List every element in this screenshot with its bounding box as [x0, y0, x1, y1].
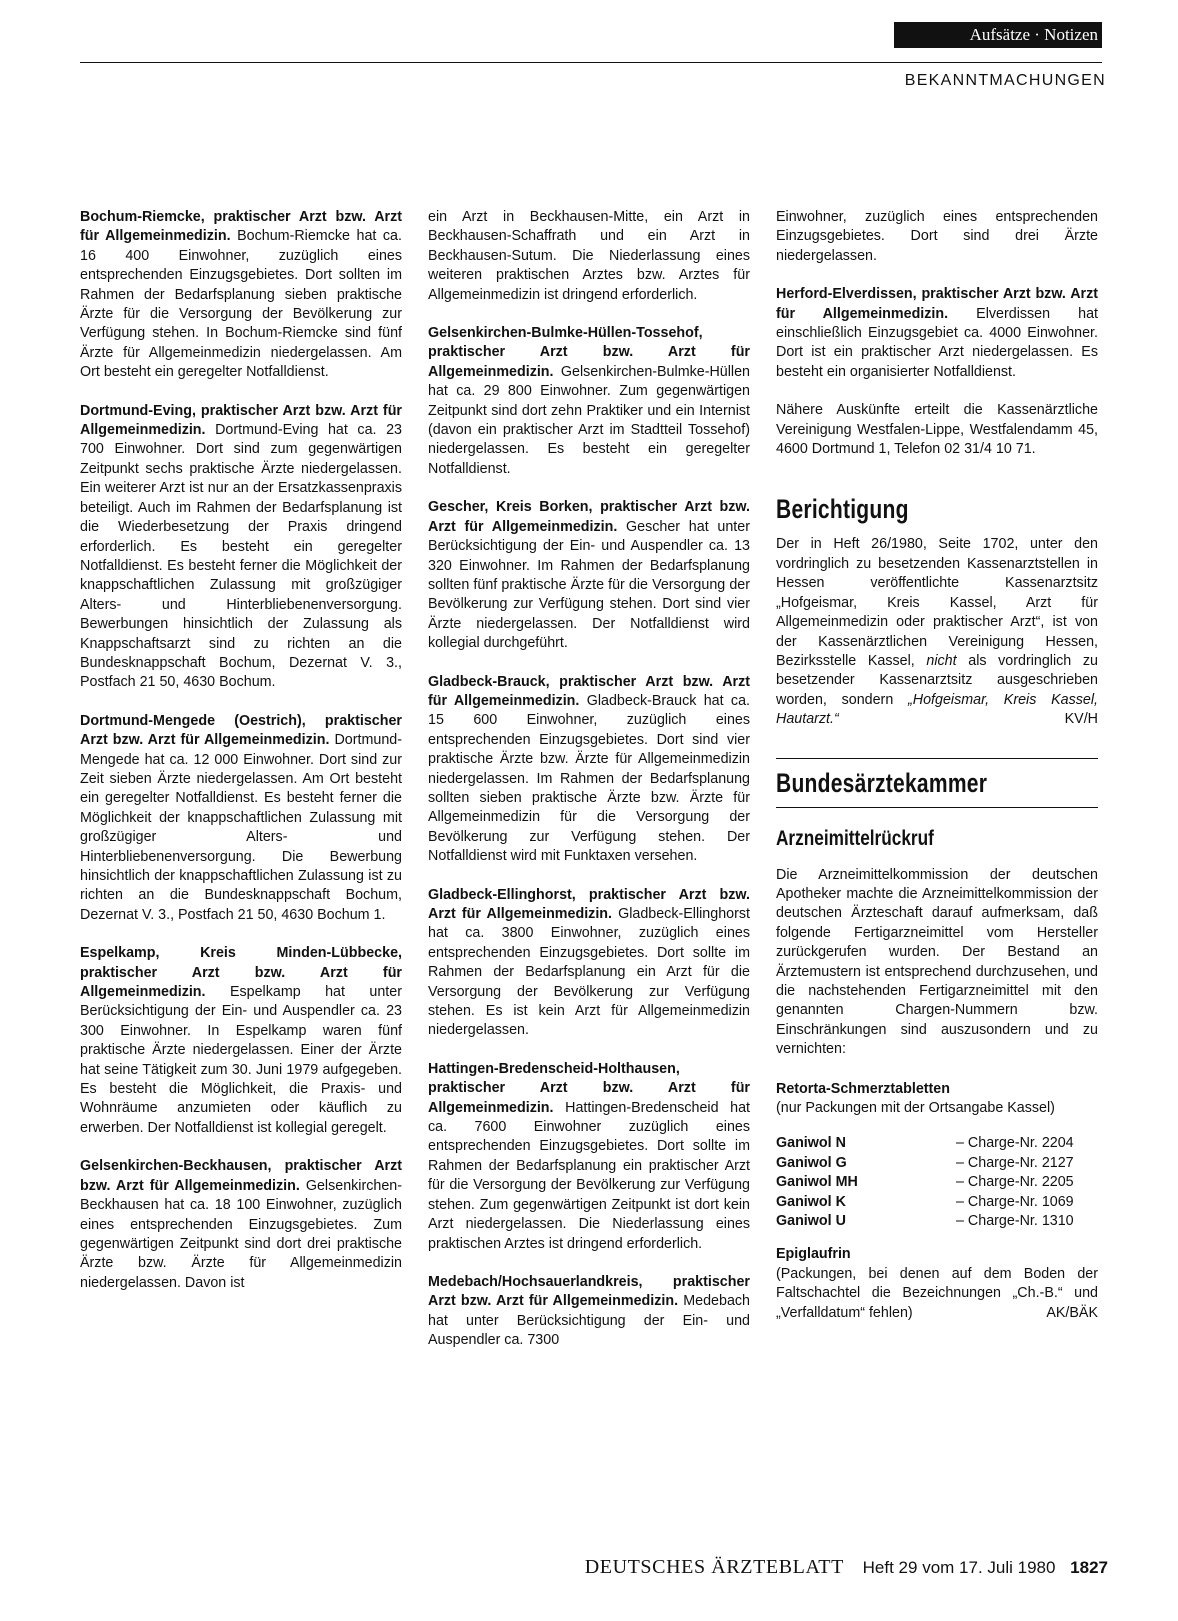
table-row: [776, 1212, 1098, 1231]
column-3: [776, 208, 1098, 1342]
notice-entry: [80, 1157, 402, 1293]
notice-title: Gelsenkirchen-Beckhausen, praktischer Arzt bzw. Arzt für Allgemeinmedizin.: [80, 1158, 402, 1194]
charge-number: – Charge-Nr. 2204: [956, 1135, 1074, 1152]
notice-title: Gelsenkirchen-Bulmke-Hüllen-Tossehof, praktischer Arzt bzw. Arzt für Allgemeinmedizin.: [428, 325, 750, 380]
charge-number: – Charge-Nr. 2205: [956, 1174, 1074, 1191]
notice-entry: [428, 324, 750, 479]
notice-entry: [428, 1060, 750, 1254]
drug-name: Ganiwol K: [776, 1193, 846, 1210]
notice-title: Herford-Elverdissen, praktischer Arzt bzw. Arzt für Allgemeinmedizin.: [776, 286, 1098, 322]
issue-info: Heft 29 vom 17. Juli 1980: [862, 1558, 1056, 1577]
notice-text: Medebach hat unter Berücksichtigung der Ein- und Auspendler ca. 7300: [428, 1293, 750, 1349]
charge-number: – Charge-Nr. 1069: [956, 1193, 1074, 1210]
column-2: [428, 208, 750, 1370]
notice-text: Dortmund-Eving hat ca. 23 700 Einwohner. Dort sind zum gegenwärtigen Zeitpunkt sechs praktische Ärzte niedergelassen. Ein weiterer Arzt ist nur an der Ersatzkassenpraxis beteiligt. Auch im Rahmen der Bedarfsplanung ist die Wiederbesetzung der Praxis dringend erforderlich. Es besteht ein geregelter Notfalldienst. Es besteht ferner die Möglichkeit der knappschaftlichen Zulassung mit großzügiger Alters- und Hinterbliebenenversorgung. Bewerbungen hinsichtlich der Zulassung als Knappschaftsarzt sind zu richten an die Bundesknappschaft Bochum, Dezernat V. 3., Postfach 21 50, 4630 Bochum.: [80, 422, 402, 691]
notice-entry: [428, 1273, 750, 1351]
epi-text: [776, 1265, 1098, 1323]
notice-title: Gladbeck-Brauck, praktischer Arzt bzw. Arzt für Allgemeinmedizin.: [428, 673, 750, 709]
berichtigung-emphasis: nicht: [926, 652, 957, 669]
table-row: [776, 1193, 1098, 1212]
notice-title: Dortmund-Mengede (Oestrich), praktischer Arzt bzw. Arzt für Allgemeinmedizin.: [80, 712, 402, 749]
journal-name: DEUTSCHES ÄRZTEBLATT: [584, 1556, 844, 1578]
rueckruf-text: Die Arzneimittelkommission der deutschen Apotheker machte die Arzneimittelkommission der deutschen Ärzteschaft darauf aufmerksam, daß folgende Fertigarzneimittel vom Hersteller zurückgerufen wurden. Der Bestand an Ärztemustern ist entsprechend durchzusehen, und die nachstehenden Fertigarzneimittel mit den genannten Chargen-Nummern bzw. Einschränkungen sind auszusondern und zu vernichten:: [776, 866, 1098, 1058]
notice-title: Hattingen-Bredenscheid-Holthausen, praktischer Arzt bzw. Arzt für Allgemeinmedizin.: [428, 1060, 750, 1116]
notice-entry: [80, 712, 402, 925]
notice-entry: [80, 208, 402, 383]
page-footer: [585, 1556, 1108, 1579]
berichtigung-body-2: als vordringlich zu besetzender Kassenarztsitz ausgeschrieben worden, sondern: [776, 652, 1098, 708]
notice-entry: [428, 886, 750, 1041]
notice-title: Gladbeck-Ellinghorst, praktischer Arzt bzw. Arzt für Allgemeinmedizin.: [428, 886, 750, 922]
berichtigung-quote: „Hofgeismar, Kreis Kassel, Hautarzt.“: [776, 691, 1098, 728]
notice-title: Medebach/Hochsauerlandkreis, praktischer Arzt bzw. Arzt für Allgemeinmedizin.: [428, 1273, 750, 1310]
page-number: 1827: [1070, 1558, 1108, 1577]
berichtigung-signature: KV/H: [1064, 711, 1098, 728]
section-label: BEKANNTMACHUNGEN: [904, 72, 1106, 89]
notice-title: Dortmund-Eving, praktischer Arzt bzw. Arzt für Allgemeinmedizin.: [80, 402, 402, 439]
notice-text: Gelsenkirchen-Bulmke-Hüllen hat ca. 29 800 Einwohner. Zum gegenwärtigen Zeitpunkt sind dort zehn Praktiker und ein Internist (davon ein praktischer Arzt im Stadtteil Tossehof) niedergelassen. Es besteht ein geregelter Notfalldienst.: [428, 363, 750, 477]
retorta-note: (nur Packungen mit der Ortsangabe Kassel): [776, 1100, 1055, 1116]
epi-signature: AK/BÄK: [1046, 1304, 1098, 1321]
epi-body: (Packungen, bei denen auf dem Boden der Faltschachtel die Bezeichnungen „Ch.-B.“ und „Verfalldatum“ fehlen): [776, 1265, 1098, 1321]
notice-text: Gladbeck-Brauck hat ca. 15 600 Einwohner, zuzüglich eines entsprechenden Einzugsgebietes. Dort sind vier praktische Ärzte bzw. Ärzte für Allgemeinmedizin niedergelassen. Im Rahmen der Bedarfsplanung sollten sieben praktische Ärzte bzw. Ärzte für Allgemeinmedizin für die Versorgung der Bevölkerung zur Verfügung stehen. Der Notfalldienst wird mit Funktaxen versehen.: [428, 692, 750, 865]
table-row: [776, 1134, 1098, 1153]
header-rule: [80, 62, 1102, 63]
notice-text: Gescher hat unter Berücksichtigung der Ein- und Auspendler ca. 13 320 Einwohner. Im Rahmen der Bedarfsplanung sollten fünf praktische Ärzte für die Versorgung der Bevölkerung zur Verfügung stehen. Dort sind vier Ärzte niedergelassen. Der Notfalldienst wird kollegial durchgeführt.: [428, 518, 750, 652]
charge-table: [776, 1134, 1098, 1231]
notice-title: Gescher, Kreis Borken, praktischer Arzt bzw. Arzt für Allgemeinmedizin.: [428, 499, 750, 535]
divider: [776, 807, 1098, 808]
drug-name: Ganiwol N: [776, 1135, 846, 1152]
notice-text: Gelsenkirchen-Beckhausen hat ca. 18 100 Einwohner, zuzüglich eines entsprechenden Einzugsgebietes. Zum gegenwärtigen Zeitpunkt sind dort drei praktische Ärzte bzw. Ärzte für Allgemeinmedizin niedergelassen. Davon ist: [80, 1177, 402, 1291]
continued-text: Einwohner, zuzüglich eines entsprechenden Einzugsgebietes. Dort sind drei Ärzte niedergelassen.: [776, 209, 1098, 264]
rueckruf-heading: Arzneimittelrückruf: [776, 826, 934, 850]
notice-title: Bochum-Riemcke, praktischer Arzt bzw. Arzt für Allgemeinmedizin.: [80, 209, 402, 245]
notice-entry: [428, 673, 750, 867]
drug-name: Ganiwol G: [776, 1154, 847, 1171]
notice-text: ein Arzt in Beckhausen-Mitte, ein Arzt in Beckhausen-Schaffrath und ein Arzt in Beckhausen-Sutum. Die Niederlassung eines weiteren praktischen Arztes bzw. Arztes für Allgemeinmedizin ist dringend erforderlich.: [428, 209, 750, 303]
notice-text: Bochum-Riemcke hat ca. 16 400 Einwohner, zuzüglich eines entsprechenden Einzugsgebietes. Dort sollten im Rahmen der Bedarfsplanung sieben praktische Ärzte für die Versorgung der Bevölkerung zur Verfügung stehen. In Bochum-Riemcke sind fünf Ärzte für Allgemeinmedizin niedergelassen. Am Ort besteht ein geregelter Notfalldienst.: [80, 228, 402, 381]
notice-entry: [80, 402, 402, 693]
notice-text: Dortmund-Mengede hat ca. 12 000 Einwohner. Dort sind zur Zeit sieben Ärzte niedergelassen. Am Ort besteht ein geregelter Notfalldienst. Es besteht ferner die Möglichkeit der knappschaftlichen Zulassung mit großzügiger Alters- und Hinterbliebenenversorgung. Die Bewerbung hinsichtlich der knappschaftlichen Zulassung ist zu richten an die Bundesknappschaft Bochum, Dezernat V. 3., Postfach 21 50, 4630 Bochum 1.: [80, 732, 402, 923]
info-paragraph: Nähere Auskünfte erteilt die Kassenärztliche Vereinigung Westfalen-Lippe, Westfalendamm 45, 4600 Dortmund 1, Telefon 02 31/4 10 71.: [776, 402, 1098, 458]
notice-entry: [428, 498, 750, 653]
column-1: [80, 208, 402, 1312]
epi-title: Epiglaufrin: [776, 1246, 851, 1263]
notice-text: Gladbeck-Ellinghorst hat ca. 3800 Einwohner, zuzüglich eines entsprechenden Einzugsgebietes. Dort sollte im Rahmen der Bedarfsplanung ein Arzt für die Versorgung der Bevölkerung zur Verfügung stehen. Es ist kein Arzt für Allgemeinmedizin niedergelassen.: [428, 906, 750, 1039]
bak-heading: Bundesärztekammer: [776, 767, 988, 798]
notice-entry: [80, 944, 402, 1138]
charge-number: – Charge-Nr. 1310: [956, 1213, 1074, 1230]
drug-name: Ganiwol MH: [776, 1174, 858, 1191]
notice-title: Espelkamp, Kreis Minden-Lübbecke, praktischer Arzt bzw. Arzt für Allgemeinmedizin.: [80, 945, 402, 1001]
divider: [776, 758, 1098, 759]
charge-number: – Charge-Nr. 2127: [956, 1154, 1074, 1171]
table-row: [776, 1173, 1098, 1192]
table-row: [776, 1154, 1098, 1173]
notice-text: Hattingen-Bredenscheid hat ca. 7600 Einwohner zuzüglich eines entsprechenden Einzugsgebietes. Dort sollte im Rahmen der Bedarfsplanung ein praktischer Arzt für die Versorgung der Bevölkerung zur Verfügung stehen. Zum gegenwärtigen Zeitpunkt ist dort kein Arzt niedergelassen. Die Niederlassung eines praktischen Arztes ist dringend erforderlich.: [428, 1099, 750, 1252]
berichtigung-body: Der in Heft 26/1980, Seite 1702, unter den vordringlich zu besetzenden Kassenarztstellen in Hessen veröffentlichte Kassenarztsitz „Hofgeismar, Kreis Kassel, Arzt für Allgemeinmedizin oder praktischer Arzt“, ist von der Kassenärztlichen Vereinigung Hessen, Bezirksstelle Kassel,: [776, 536, 1098, 669]
berichtigung-heading: Berichtigung: [776, 494, 909, 525]
notice-text: Espelkamp hat unter Berücksichtigung der Ein- und Auspendler ca. 23 300 Einwohner. In Espelkamp waren fünf praktische Ärzte niedergelassen. Einer der Ärzte hat seine Tätigkeit zum 30. Juni 1979 aufgegeben. Es besteht die Möglichkeit, die Praxis- und Wohnräume anzumieten oder käuflich zu erwerben. Der Notfalldienst ist kollegial geregelt.: [80, 984, 402, 1136]
notice-entry: [776, 285, 1098, 382]
drug-name: Ganiwol U: [776, 1213, 846, 1230]
notice-text: Elverdissen hat einschließlich Einzugsgebiet ca. 4000 Einwohner. Dort ist ein praktischer Arzt niedergelassen. Es besteht ein organisierter Notfalldienst.: [776, 305, 1098, 380]
notice-entry: [428, 208, 750, 305]
berichtigung-text: [776, 535, 1098, 729]
retorta-title: Retorta-Schmerztabletten: [776, 1080, 950, 1097]
section-tag: Aufsätze · Notizen: [894, 22, 1102, 48]
